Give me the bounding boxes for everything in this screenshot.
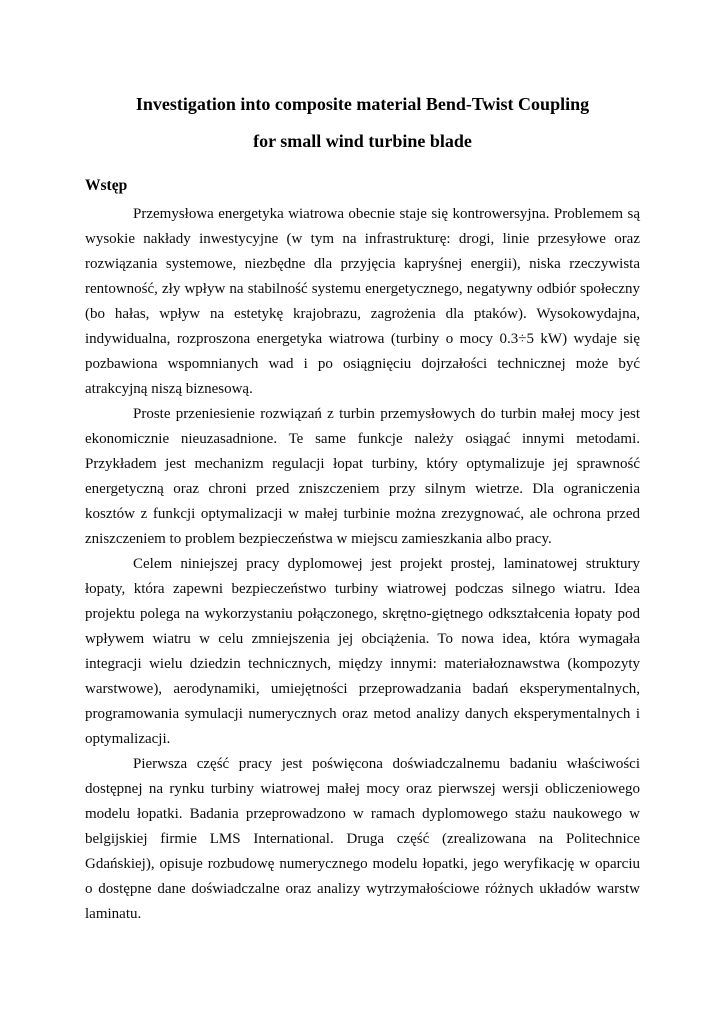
paragraph-2: Proste przeniesienie rozwiązań z turbin przemysłowych do turbin małej mocy jest ekonomicznie nieuzasadnione. Te same funkcje należy osiągać innymi metodami. Przykładem jest mechanizm regulacji łopat turbiny, który optymalizuje jej sprawność energetyczną oraz chroni przed zniszczeniem przy silnym wietrze. Dla ograniczenia kosztów z funkcji optymalizacji w małej turbinie można zrezygnować, ale ochrona przed zniszczeniem to problem bezpieczeństwa w miejscu zamieszkania albo pracy. [85, 406, 640, 547]
section-heading-wstep: Wstęp [85, 177, 128, 194]
document-title-line-1: Investigation into composite material Bend-Twist Coupling [135, 94, 590, 114]
document-title [85, 86, 640, 160]
paragraph-4: Pierwsza część pracy jest poświęcona doświadczalnemu badaniu właściwości dostępnej na rynku turbiny wiatrowej małej mocy oraz pierwszej wersji obliczeniowego modelu łopatki. Badania przeprowadzono w ramach dyplomowego stażu naukowego w belgijskiej firmie LMS International. Druga część (zrealizowana na Politechnice Gdańskiej), opisuje rozbudowę numerycznego modelu łopatki, jego weryfikację w oparciu o dostępne dane doświadczalne oraz analizy wytrzymałościowe różnych układów warstw laminatu. [85, 756, 640, 922]
document-title-line-2: for small wind turbine blade [253, 131, 472, 151]
document-body [85, 202, 640, 927]
paragraph-1: Przemysłowa energetyka wiatrowa obecnie staje się kontrowersyjna. Problemem są wysokie nakłady inwestycyjne (w tym na infrastrukturę: drogi, linie przesyłowe oraz rozwiązania systemowe, niezbędne dla przyjęcia kapryśnej energii), niska rzeczywista rentowność, zły wpływ na stabilność systemu energetycznego, negatywny odbiór społeczny (bo hałas, wpływ na estetykę krajobrazu, zagrożenia dla ptaków). Wysokowydajna, indywidualna, rozproszona energetyka wiatrowa (turbiny o mocy 0.3÷5 kW) wydaje się pozbawiona wspomnianych wad i po osiągnięciu dojrzałości technicznej może być atrakcyjną niszą biznesową. [85, 206, 640, 397]
paragraph-3: Celem niniejszej pracy dyplomowej jest projekt prostej, laminatowej struktury łopaty, która zapewni bezpieczeństwo turbiny wiatrowej podczas silnego wiatru. Idea projektu polega na wykorzystaniu połączonego, skrętno-giętnego odkształcenia łopaty pod wpływem wiatru w celu zmniejszenia jej obciążenia. To nowa idea, która wymagała integracji wielu dziedzin technicznych, między innymi: materiałoznawstwa (kompozyty warstwowe), aerodynamiki, umiejętności przeprowadzania badań eksperymentalnych, programowania symulacji numerycznych oraz metod analizy danych eksperymentalnych i optymalizacji. [85, 556, 640, 747]
